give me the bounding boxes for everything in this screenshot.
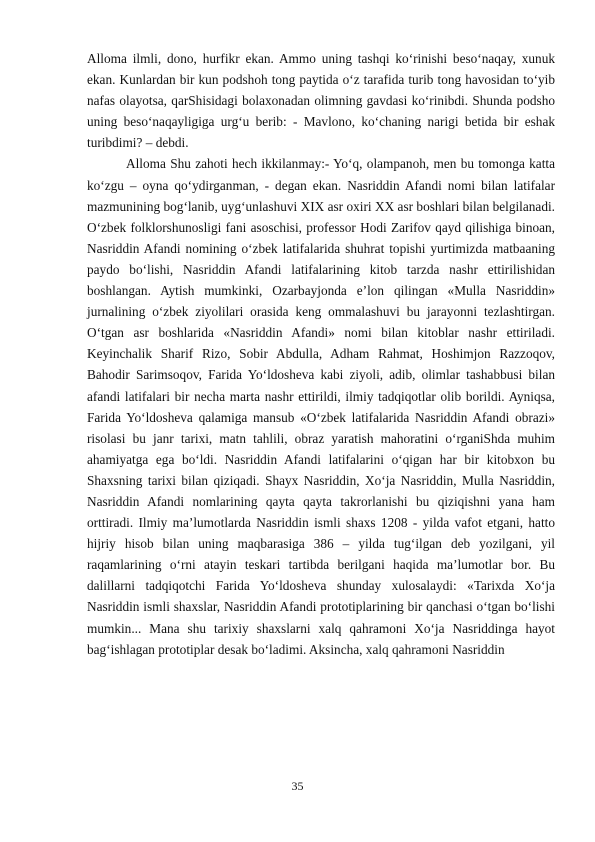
paragraph-2: Alloma Shu zahoti hech ikkilanmay:- Yoʻq, olampanoh, men bu tomonga katta koʻzgu – oyna qoʻydirganman, - degan ekan. Nasriddin Afandi nomi bilan latifalar mazmunining bogʻlanib, uygʻunlashuvi XIX asr oxiri XX asr boshlari bilan belgilanadi. Oʻzbek folklorshunosligi fani asoschisi, professor Hodi Zarifov qayd qilishiga binoan, Nasriddin Afandi nomining oʻzbek latifalarida shuhrat topishi yurtimizda matbaaning paydo boʻlishi, Nasriddin Afandi latifalarining kitob tarzda nashr ettirilishidan boshlangan. Aytish mumkinki, Ozarbayjonda eʼlon qilingan «Mulla Nasriddin» jurnalining oʻzbek ziyolilari orasida keng ommalashuvi bu jarayonni tezlashtirgan. Oʻtgan asr boshlarida «Nasriddin Afandi» nomi bilan kitoblar nashr ettiriladi. Keyinchalik Sharif Rizo, Sobir Abdulla, Adham Rahmat, Hoshimjon Razzoqov, Bahodir Sarimsoqov, Farida Yoʻldosheva kabi ziyoli, adib, olimlar tashabbusi bilan afandi latifalari bir necha marta nashr ettirildi, ilmiy tadqiqotlar olib borildi. Ayniqsa, Farida Yoʻldosheva qalamiga mansub «Oʻzbek latifalarida Nasriddin Afandi obrazi» risolasi bu janr tarixi, matn tahlili, obraz yaratish mahoratini oʻrganiShda muhim ahamiyatga ega boʻldi. Nasriddin Afandi latifalarini oʻqigan har bir kitobxon bu Shaxsning tarixi bilan qiziqadi. Shayx Nasriddin, Xoʻja Nasriddin, Mulla Nasriddin, Nasriddin Afandi nomlarining qayta qayta takrorlanishi bu qiziqishni yana ham orttiradi. Ilmiy maʼlumotlarda Nasriddin ismli shaxs 1208 - yilda vafot etgani, hatto hijriy hisob bilan uning maqbarasiga 386 – yilda tugʻilgan deb yozilgani, yil raqamlarining oʻrni atayin teskari tartibda berilgani haqida maʼlumotlar bor. Bu dalillarni tadqiqotchi Farida Yoʻldosheva shunday xulosalaydi: «Tarixda Xoʻja Nasriddin ismli shaxslar, Nasriddin Afandi prototiplarining bir qanchasi oʻtgan boʻlishi mumkin... Mana shu tarixiy shaxslarni xalq qahramoni Xoʻja Nasriddinga hayot bagʻishlagan prototiplar desak boʻladimi. Aksincha, xalq qahramoni Nasriddin (87, 156, 555, 657)
body-text (87, 48, 555, 660)
page-number: 35 (291, 779, 304, 793)
paragraph-1: Alloma ilmli, dono, hurfikr ekan. Ammo uning tashqi koʻrinishi besoʻnaqay, xunuk ekan. Kunlardan bir kun podshoh tong paytida oʻz tarafida turib tong havosidan toʻyib nafas olayotsa, qarShisidagi bolaxonadan olimning gavdasi koʻrinibdi. Shunda podsho uning besoʻnaqayligiga urgʻu berib: - Mavlono, koʻchaning narigi betida bir eshak turibdimi? – debdi. (87, 51, 555, 151)
